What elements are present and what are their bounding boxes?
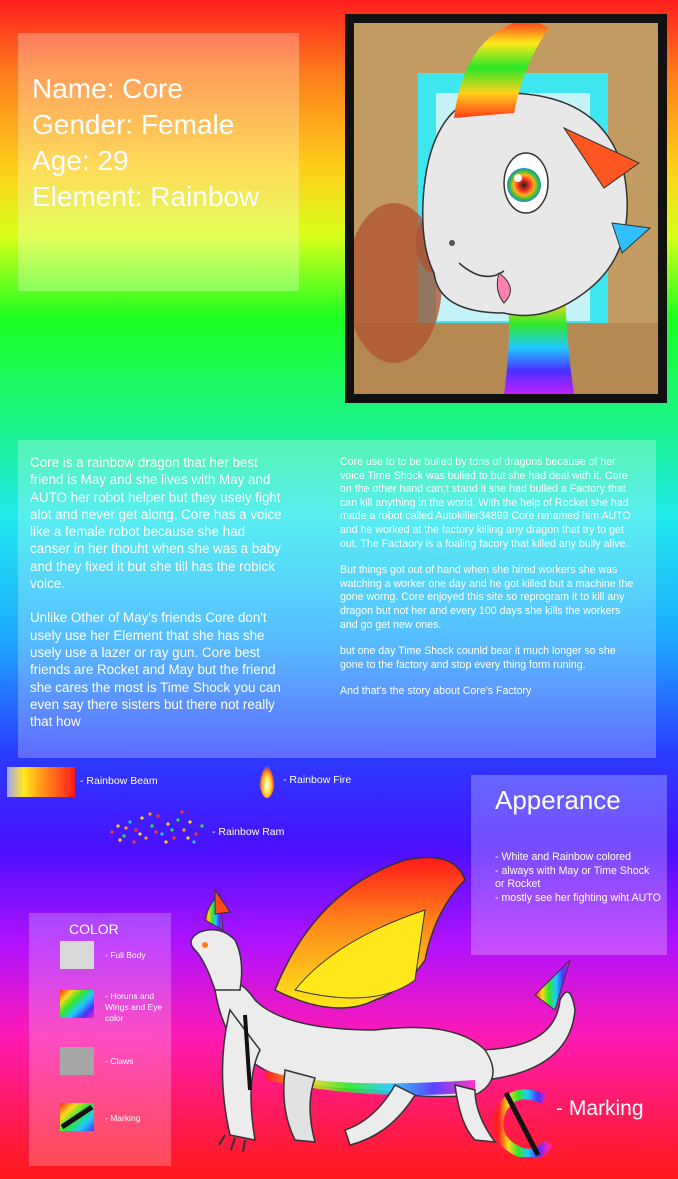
story-paragraph: Core use to to be builed by tons of dragons because of her voice Time Shock was bulied to but she had deal with it. Core on the other hand can;t stand it she had bulled a Factory that can kill anything in the world. With the help of Rocket she had made a robot called Autokiller34899 Core renamed him AUTO and he worked at the factory killing any dragon that try to get out. The Factaory is a foaling facory that killed any bully alive.	[340, 456, 631, 550]
portrait-frame	[345, 14, 667, 403]
story-right-column	[340, 456, 640, 712]
story-paragraph: but one day Time Shock counld bear it much longer so she gone to the factory and stop every thing form runing.	[340, 645, 616, 671]
story-box	[18, 440, 656, 758]
marking-symbol-icon	[492, 1085, 552, 1157]
claws-swatch-label: - Claws	[105, 1056, 134, 1066]
horns-swatch-label: - Horuns and Wings and Eye color	[105, 991, 163, 1023]
profile-element: Element: Rainbow	[32, 181, 260, 212]
story-left-column	[30, 454, 282, 747]
profile-name: Name: Core	[32, 73, 183, 104]
rainbow-beam-label: - Rainbow Beam	[80, 775, 158, 787]
appearance-item: - always with May or Time Shock or Rocket	[495, 864, 650, 890]
appearance-item: - mostly see her fighting wiht AUTO	[495, 891, 661, 904]
profile-age: Age: 29	[32, 145, 129, 176]
story-paragraph: And that's the story about Core's Factory	[340, 685, 532, 698]
appearance-title: Apperance	[495, 785, 621, 815]
profile-gender: Gender: Female	[32, 109, 235, 140]
horns-swatch	[60, 990, 94, 1018]
marking-swatch-label: - Marking	[105, 1113, 141, 1123]
rainbow-fire-icon	[256, 762, 278, 798]
rainbow-ram-icon	[106, 808, 210, 848]
story-paragraph: Core is a rainbow dragon that her best friend is May and she lives with May and AUTO her robot helper but they usely fight alot and never get along. Core has a voice like a female robot because she had canser in her thouht when she was a baby and they fixed it but she till has the robick voice.	[30, 455, 282, 592]
marking-swatch	[60, 1103, 94, 1131]
marking-label: - Marking	[556, 1097, 644, 1120]
portrait-image	[354, 23, 658, 394]
full-body-swatch	[60, 941, 94, 969]
color-key-title: COLOR	[69, 921, 119, 937]
rainbow-fire-label: - Rainbow Fire	[283, 774, 352, 786]
color-key-box	[29, 913, 171, 1166]
story-paragraph: But things got out of hand when she hired workers she was watching a worker one day and he got killed but a machine the gone worng. Core enjoyed this site so reprogram it to kill any dragon but not her and every 100 days she kills the workers and go get new ones.	[340, 564, 634, 631]
claws-swatch	[60, 1047, 94, 1075]
appearance-item: - White and Rainbow colored	[495, 851, 632, 863]
profile-info-box	[18, 33, 299, 291]
rainbow-beam-icon	[7, 767, 75, 797]
rainbow-ram-label: - Rainbow Ram	[212, 826, 285, 838]
story-paragraph: Unlike Other of May's friends Core don't usely use her Element that she has she usely use a lazer or ray gun. Core best friends are Rocket and May but the friend she cares the most is Time Shock you can even say there sisters but there not really that how	[30, 610, 281, 730]
dragon-portrait-icon	[354, 23, 658, 394]
full-body-swatch-label: - Full Body	[105, 950, 146, 960]
